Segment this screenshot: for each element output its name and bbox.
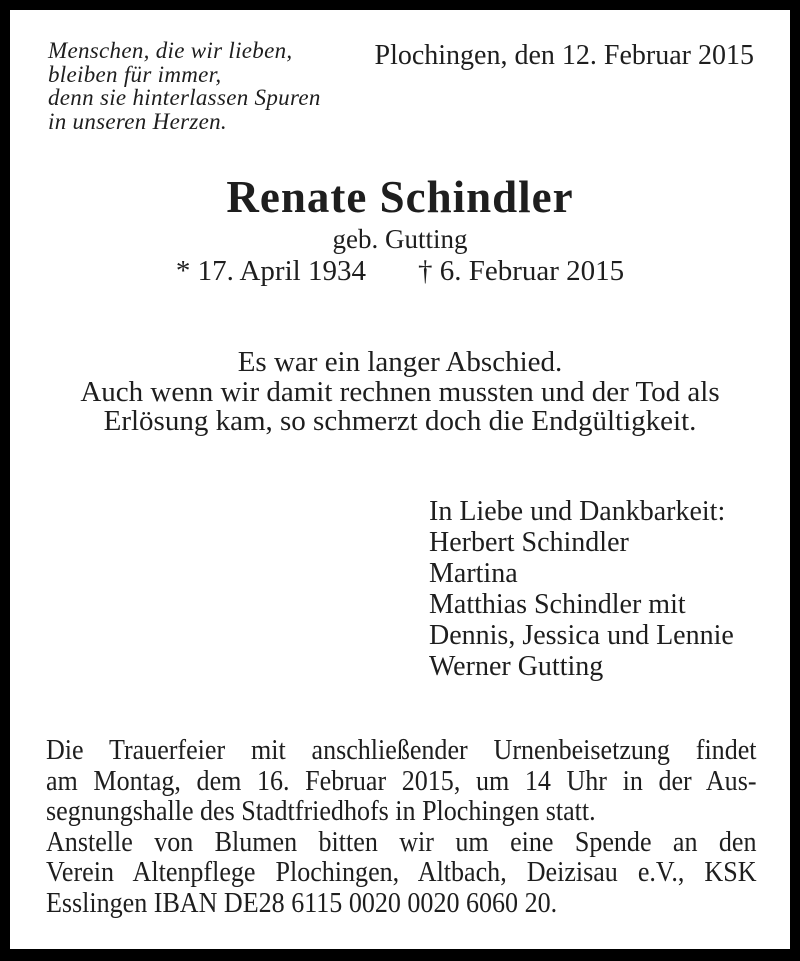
donation-request-line: Anstelle von Blumen bitten wir um eine Spende an den (46, 826, 757, 858)
birth-date: * 17. April 1934 (175, 255, 366, 287)
eulogy-line: Erlösung kam, so schmerzt doch die Endgültigkeit. (103, 405, 697, 437)
birth-name: geb. Gutting (332, 224, 468, 254)
mourner-name: Matthias Schindler mit (429, 589, 686, 620)
life-dates (10, 257, 790, 286)
donation-request-line: Verein Altenpflege Plochingen, Altbach, Deizisau e.V., KSK (46, 857, 757, 888)
funeral-details-line: am Montag, dem 16. Februar 2015, um 14 Uhr in der Aus- (46, 765, 757, 797)
eulogy (10, 348, 790, 437)
deceased-name: Renate Schindler (226, 172, 574, 222)
mourners-list (429, 496, 734, 682)
mourner-name: Werner Gutting (429, 651, 604, 682)
funeral-details-line: segnungshalle des Stadtfriedhofs in Plochingen statt. (46, 796, 596, 827)
eulogy-line: Auch wenn wir damit rechnen mussten und der Tod als (80, 375, 720, 408)
epigraph-line: bleiben für immer, (48, 61, 222, 87)
mourner-name: Herbert Schindler (429, 527, 629, 558)
donation-iban-line: Esslingen IBAN DE28 6115 0020 0020 6060 20. (46, 887, 558, 919)
funeral-details-line: Die Trauerfeier mit anschließender Urnenbeisetzung findet (46, 735, 757, 766)
mourner-name: Dennis, Jessica und Lennie (429, 620, 734, 651)
epigraph-line: denn sie hinterlassen Spuren (48, 85, 321, 110)
dateline: Plochingen, den 12. Februar 2015 (374, 40, 754, 71)
epigraph (48, 39, 321, 133)
mourner-name: Martina (429, 558, 518, 589)
epigraph-line: in unseren Herzen. (48, 108, 227, 134)
mourners-intro: In Liebe und Dankbarkeit: (429, 496, 726, 527)
death-date: † 6. Februar 2015 (417, 255, 625, 287)
funeral-details (46, 736, 757, 919)
epigraph-line: Menschen, die wir lieben, (48, 38, 293, 63)
obituary-notice (10, 10, 790, 949)
eulogy-line: Es war ein langer Abschied. (237, 346, 563, 378)
